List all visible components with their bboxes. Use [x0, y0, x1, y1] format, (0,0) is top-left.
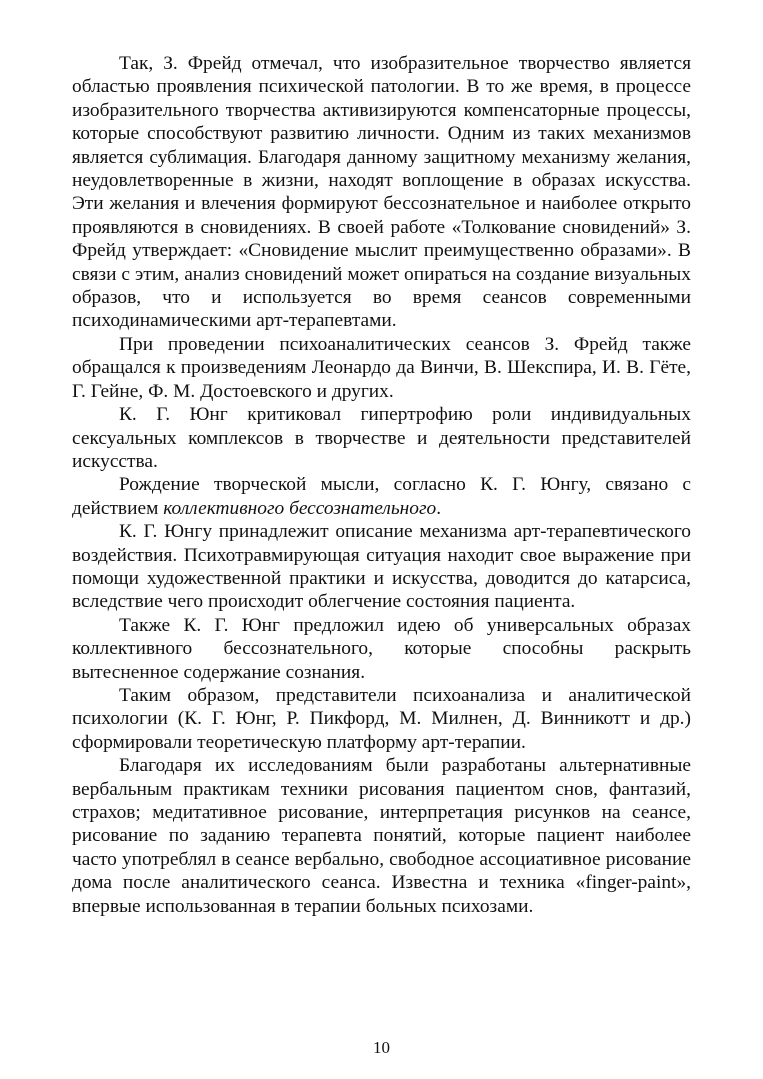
paragraph-drawing-techniques: Благодаря их исследованиям были разработаны альтернативные вербальным практикам техники рисования пациентом снов, фантазий, страхов; медитативное рисование, интерпретация рисунков на сеансе, рисование по заданию терапевта понятий, которые пациент наиболее часто употреблял в сеансе вербально, свободное ассоциативное рисование дома после аналитического сеанса. Известна и техника «finger-paint», впервые использованная в терапии больных психозами. [72, 755, 691, 917]
paragraph-creative-thought-end: . [436, 497, 442, 519]
paragraph-freud-sublimation: Так, З. Фрейд отмечал, что изобразительное творчество является областью проявления психической патологии. В то же время, в процессе изобразительного творчества активизируются компенсаторные процессы, которые способствуют развитию личности. Одним из таких механизмов является сублимация. Благодаря данному защитному механизму желания, неудовлетворенные в жизни, находят воплощение в образах искусства. Эти желания и влечения формируют бессознательное и наиболее открыто проявляются в сновидениях. В своей работе «Толкование сновидений» З. Фрейд утверждает: «Сновидение мыслит преимущественно образами». В связи с этим, анализ сновидений может опираться на создание визуальных образов, что и используется во время сеансов современными психодинамическими арт-терапевтами. [72, 53, 691, 332]
collective-unconscious-term: коллективного бессознательного [163, 497, 437, 519]
paragraph-jung-mechanism: К. Г. Юнгу принадлежит описание механизма арт-терапевтического воздействия. Психотравмирующая ситуация находит свое выражение при помощи художественной практики и искусства, доводится до катарсиса, вследствие чего происходит облегчение состояния пациента. [72, 521, 691, 613]
paragraph-creative-thought-text: Рождение творческой мысли, согласно К. Г. Юнгу, связано с действием [72, 474, 691, 519]
paragraph-universal-images: Также К. Г. Юнг предложил идею об универсальных образах коллективного бессознательного, которые способны раскрыть вытесненное содержание сознания. [72, 614, 691, 683]
page-number: 10 [373, 1038, 390, 1057]
paragraph-jung-criticism: К. Г. Юнг критиковал гипертрофию роли индивидуальных сексуальных комплексов в творчестве и деятельности представителей искусства. [72, 404, 691, 472]
paragraph-freud-sessions: При проведении психоаналитических сеансов З. Фрейд также обращался к произведениям Леонардо да Винчи, В. Шекспира, И. В. Гёте, Г. Гейне, Ф. М. Достоевского и других. [72, 333, 691, 402]
paragraph-creative-thought [72, 473, 691, 520]
page-body [72, 52, 691, 918]
paragraph-theoretical-platform: Таким образом, представители психоанализа и аналитической психологии (К. Г. Юнг, Р. Пикфорд, М. Милнен, Д. Винникотт и др.) сформировали теоретическую платформу арт-терапии. [72, 684, 691, 753]
